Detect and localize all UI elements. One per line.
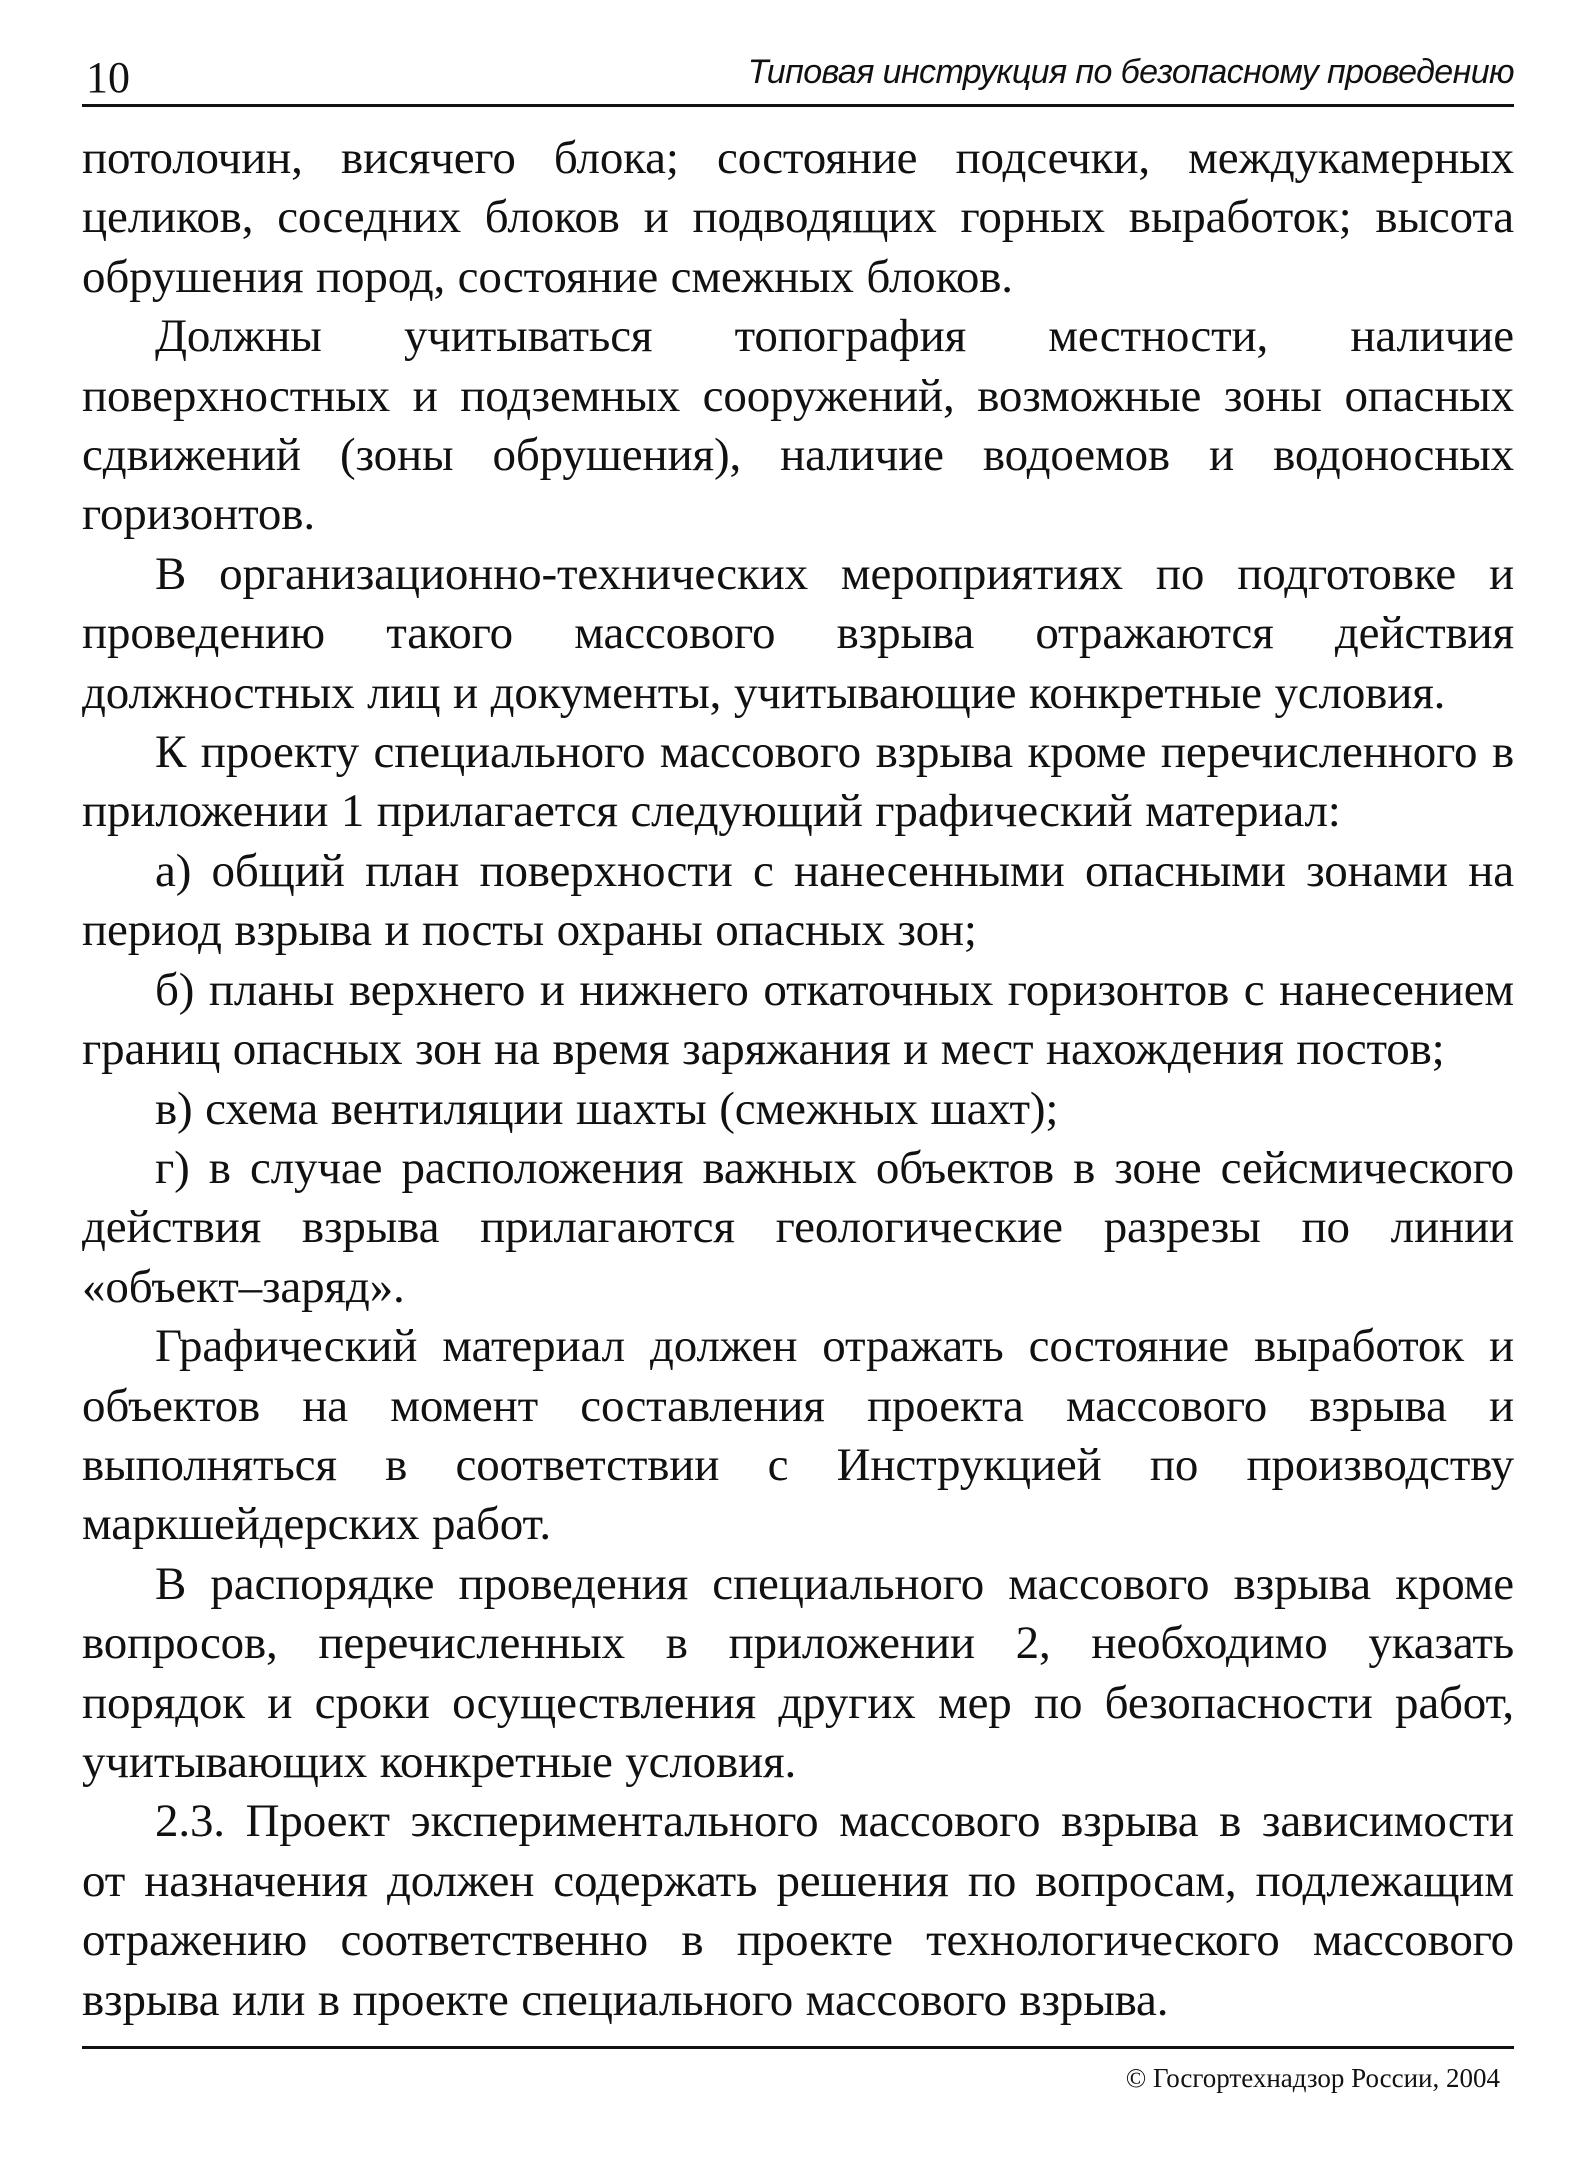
list-item-g: г) в случае расположения важных объектов в зоне сейсмического действия взрыва прилагаются геологические разрезы по линии «объект–заряд». — [82, 1141, 1514, 1313]
paragraph-3: В организационно-технических мероприятиях по подготовке и проведению такого массового взрыва отражаются действия должностных лиц и документы, учитывающие конкретные условия. — [82, 547, 1514, 719]
running-title: Типовая инструкция по безопасному проведению — [747, 53, 1514, 91]
paragraph-5: Графический материал должен отражать состояние выработок и объектов на момент составления проекта массового взрыва и выполняться в соответствии с Инструкцией по производству маркшейдерских работ. — [82, 1320, 1514, 1551]
paragraph-6: В распорядке проведения специального массового взрыва кроме вопросов, перечисленных в приложении 2, необходимо указать порядок и сроки осуществления других мер по безопасности работ, учитывающих конкретные условия. — [82, 1557, 1514, 1788]
list-item-v: в) схема вентиляции шахты (смежных шахт); — [155, 1082, 1059, 1135]
paragraph-7: 2.3. Проект экспериментального массового взрыва в зависимости от назначения должен содержать решения по вопросам, подлежащим отражению соответственно в проекте технологического массового взрыва или в проекте специального массового взрыва. — [82, 1795, 1514, 2026]
list-item-b: б) планы верхнего и нижнего откаточных горизонтов с нанесением границ опасных зон на время заряжания и мест нахождения постов; — [82, 963, 1514, 1076]
footer-divider — [82, 2046, 1514, 2049]
paragraph-4: К проекту специального массового взрыва кроме перечисленного в приложении 1 прилагается следующий графический материал: — [82, 726, 1514, 838]
document-page — [82, 40, 1514, 2150]
footer-copyright: © Госгортехнадзор России, 2004 — [1125, 2063, 1500, 2093]
body-text — [82, 129, 1514, 2030]
page-header — [82, 40, 1514, 107]
paragraph-1: потолочин, висячего блока; состояние подсечки, междукамерных целиков, соседних блоков и подводящих горных выработок; высота обрушения пород, состояние смежных блоков. — [82, 132, 1514, 303]
list-item-a: а) общий план поверхности с нанесенными опасными зонами на период взрыва и посты охраны опасных зон; — [82, 844, 1514, 957]
paragraph-2: Должны учитываться топография местности, наличие поверхностных и подземных сооружений, возможные зоны опасных сдвижений (зоны обрушения), наличие водоемов и водоносных горизонтов. — [82, 310, 1514, 541]
page-number: 10 — [86, 53, 130, 102]
